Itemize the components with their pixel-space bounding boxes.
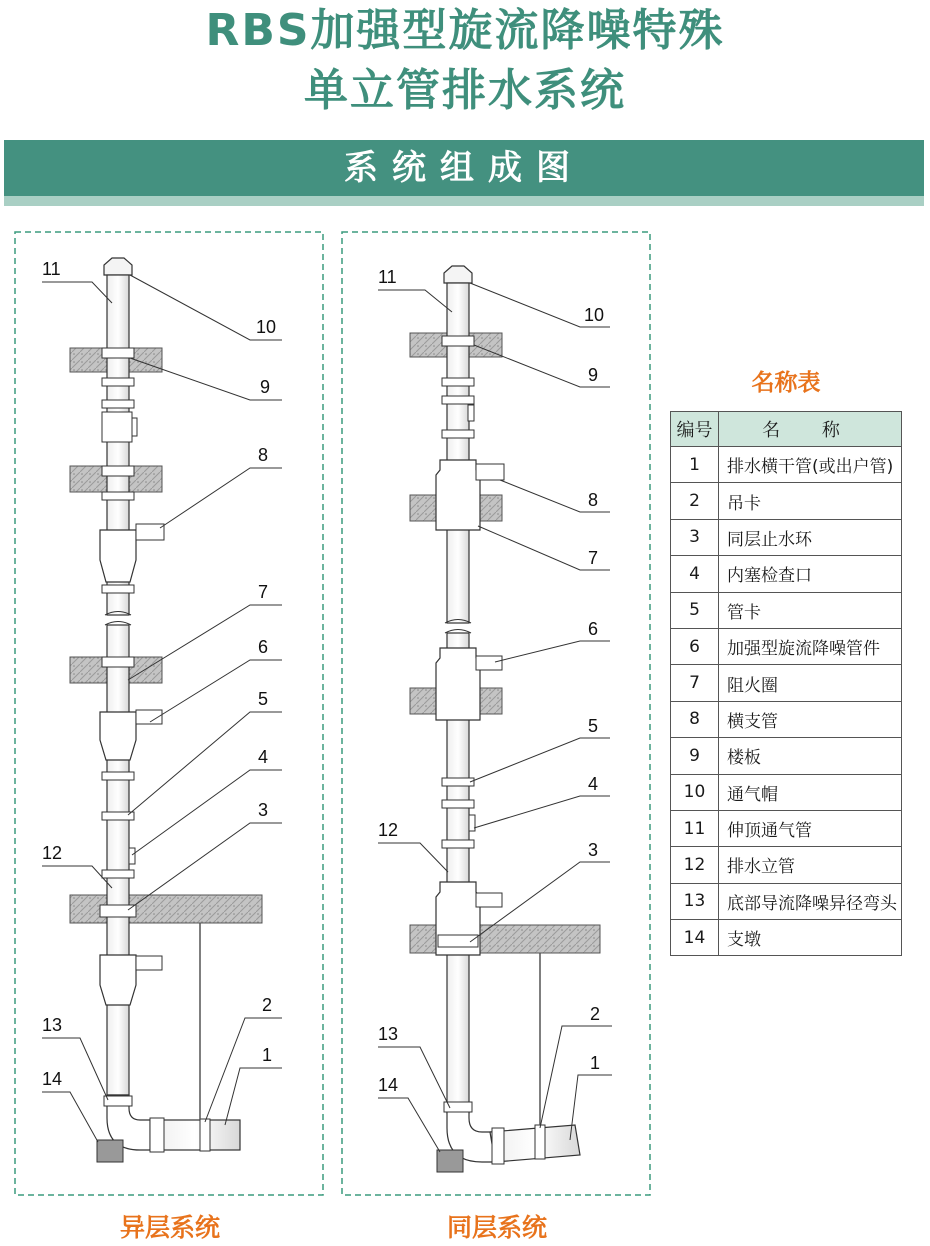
vent-cap	[104, 258, 132, 275]
table-header-row	[671, 412, 902, 447]
pipe-joint	[442, 840, 474, 848]
inspection-port	[468, 405, 474, 421]
left-label-9: 9	[260, 377, 271, 397]
row-number: 12	[671, 847, 719, 883]
right-label-5: 5	[588, 716, 599, 736]
left-label-13: 13	[42, 1015, 63, 1035]
row-number: 3	[671, 519, 719, 555]
row-number: 5	[671, 592, 719, 628]
row-name: 横支管	[719, 701, 902, 737]
elbow-joint	[104, 1096, 132, 1106]
branch-pipe	[136, 524, 164, 540]
left-label-8: 8	[258, 445, 269, 465]
table-row	[671, 628, 902, 664]
inspection-port	[132, 418, 137, 436]
branch-pipe	[476, 656, 502, 670]
row-number: 10	[671, 774, 719, 810]
leader-lines	[378, 283, 612, 1152]
pipe-joint	[102, 870, 134, 878]
left-label-2: 2	[262, 995, 273, 1015]
title-line-1: RBS加强型旋流降噪特殊	[205, 5, 725, 56]
table-row	[671, 920, 902, 956]
floor-slab	[70, 895, 262, 923]
water-stop-ring	[100, 905, 136, 917]
right-label-1: 1	[590, 1053, 601, 1073]
swirl-fitting	[436, 460, 480, 530]
table-row	[671, 774, 902, 810]
left-frame	[15, 232, 323, 1195]
row-number: 4	[671, 556, 719, 592]
swirl-fitting	[100, 712, 136, 760]
pipe-joint	[442, 800, 474, 808]
row-name: 伸顶通气管	[719, 810, 902, 846]
row-name: 阻火圈	[719, 665, 902, 701]
row-number: 9	[671, 738, 719, 774]
row-name: 排水横干管(或出户管)	[719, 447, 902, 483]
row-name: 内塞检查口	[719, 556, 902, 592]
table-row	[671, 592, 902, 628]
support-pier	[97, 1140, 123, 1162]
caption-same-floor: 同层系统	[446, 1213, 547, 1242]
branch-pipe	[136, 956, 162, 970]
row-number: 7	[671, 665, 719, 701]
row-name: 同层止水环	[719, 519, 902, 555]
left-label-10: 10	[256, 317, 277, 337]
row-name: 管卡	[719, 592, 902, 628]
vent-cap	[444, 266, 472, 283]
row-name: 楼板	[719, 738, 902, 774]
pipe-joint	[102, 466, 134, 476]
swirl-fitting	[100, 955, 136, 1005]
caption-different-floor: 异层系统	[119, 1213, 220, 1242]
row-number: 8	[671, 701, 719, 737]
parts-table	[670, 411, 902, 956]
left-label-7: 7	[258, 582, 269, 602]
left-label-12: 12	[42, 843, 63, 863]
pipe-joint	[442, 336, 474, 346]
table-row	[671, 810, 902, 846]
left-label-6: 6	[258, 637, 269, 657]
pipe-clamp	[442, 778, 474, 786]
drain-stack-pipe	[107, 625, 129, 1095]
row-number: 14	[671, 920, 719, 956]
right-label-10: 10	[584, 305, 605, 325]
table-row	[671, 447, 902, 483]
table-row	[671, 883, 902, 919]
pipe-clamp	[102, 812, 134, 820]
pipe-joint	[102, 772, 134, 780]
right-label-14: 14	[378, 1075, 399, 1095]
row-name: 支墩	[719, 920, 902, 956]
pipe-joint	[492, 1128, 504, 1164]
right-label-13: 13	[378, 1024, 399, 1044]
inspection-port	[469, 815, 475, 831]
row-name: 加强型旋流降噪管件	[719, 628, 902, 664]
right-label-9: 9	[588, 365, 599, 385]
support-pier	[437, 1150, 463, 1172]
diagram-different-floor	[15, 232, 323, 1195]
pipe-joint	[102, 400, 134, 408]
vent-stack-pipe	[447, 283, 469, 623]
pipe-joint	[102, 348, 134, 358]
hanger-clamp	[535, 1125, 545, 1159]
hanger-clamp	[200, 1119, 210, 1151]
row-number: 1	[671, 447, 719, 483]
pipe-joint	[102, 585, 134, 593]
pipe-joint	[442, 396, 474, 404]
right-label-8: 8	[588, 490, 599, 510]
pipe-joint	[442, 378, 474, 386]
row-number: 6	[671, 628, 719, 664]
swirl-fitting	[100, 530, 136, 582]
row-name: 排水立管	[719, 847, 902, 883]
pipe-fitting	[102, 412, 132, 442]
row-number: 11	[671, 810, 719, 846]
right-label-4: 4	[588, 774, 599, 794]
pipe-joint	[150, 1118, 164, 1152]
right-label-6: 6	[588, 619, 599, 639]
row-name: 通气帽	[719, 774, 902, 810]
inspection-port	[129, 848, 135, 864]
pipe-joint	[102, 378, 134, 386]
header-number: 编号	[671, 412, 719, 447]
row-name: 吊卡	[719, 483, 902, 519]
branch-pipe	[476, 464, 504, 480]
table-row	[671, 519, 902, 555]
left-label-4: 4	[258, 747, 269, 767]
section-title: 系统组成图	[344, 148, 584, 188]
table-row	[671, 701, 902, 737]
table-row	[671, 665, 902, 701]
right-label-2: 2	[590, 1004, 601, 1024]
left-label-5: 5	[258, 689, 269, 709]
right-label-3: 3	[588, 840, 599, 860]
swirl-fitting	[436, 648, 480, 720]
header-name: 名 称	[719, 412, 902, 447]
pipe-joint	[442, 430, 474, 438]
left-label-11: 11	[42, 259, 61, 279]
table-row	[671, 556, 902, 592]
title-line-2: 单立管排水系统	[304, 65, 626, 116]
pipe-joint	[102, 492, 134, 500]
left-label-3: 3	[258, 800, 269, 820]
branch-pipe	[476, 893, 502, 907]
row-number: 2	[671, 483, 719, 519]
pipe-joint	[102, 657, 134, 667]
table-row	[671, 483, 902, 519]
row-name: 底部导流降噪异径弯头	[719, 883, 902, 919]
left-label-14: 14	[42, 1069, 63, 1089]
row-number: 13	[671, 883, 719, 919]
right-label-7: 7	[588, 548, 599, 568]
table-row	[671, 847, 902, 883]
right-label-11: 11	[378, 267, 397, 287]
right-label-12: 12	[378, 820, 399, 840]
diagram-same-floor	[342, 232, 650, 1195]
leader-lines	[42, 275, 282, 1142]
table-row	[671, 738, 902, 774]
parts-table-title: 名称表	[751, 370, 821, 396]
left-label-1: 1	[262, 1045, 273, 1065]
